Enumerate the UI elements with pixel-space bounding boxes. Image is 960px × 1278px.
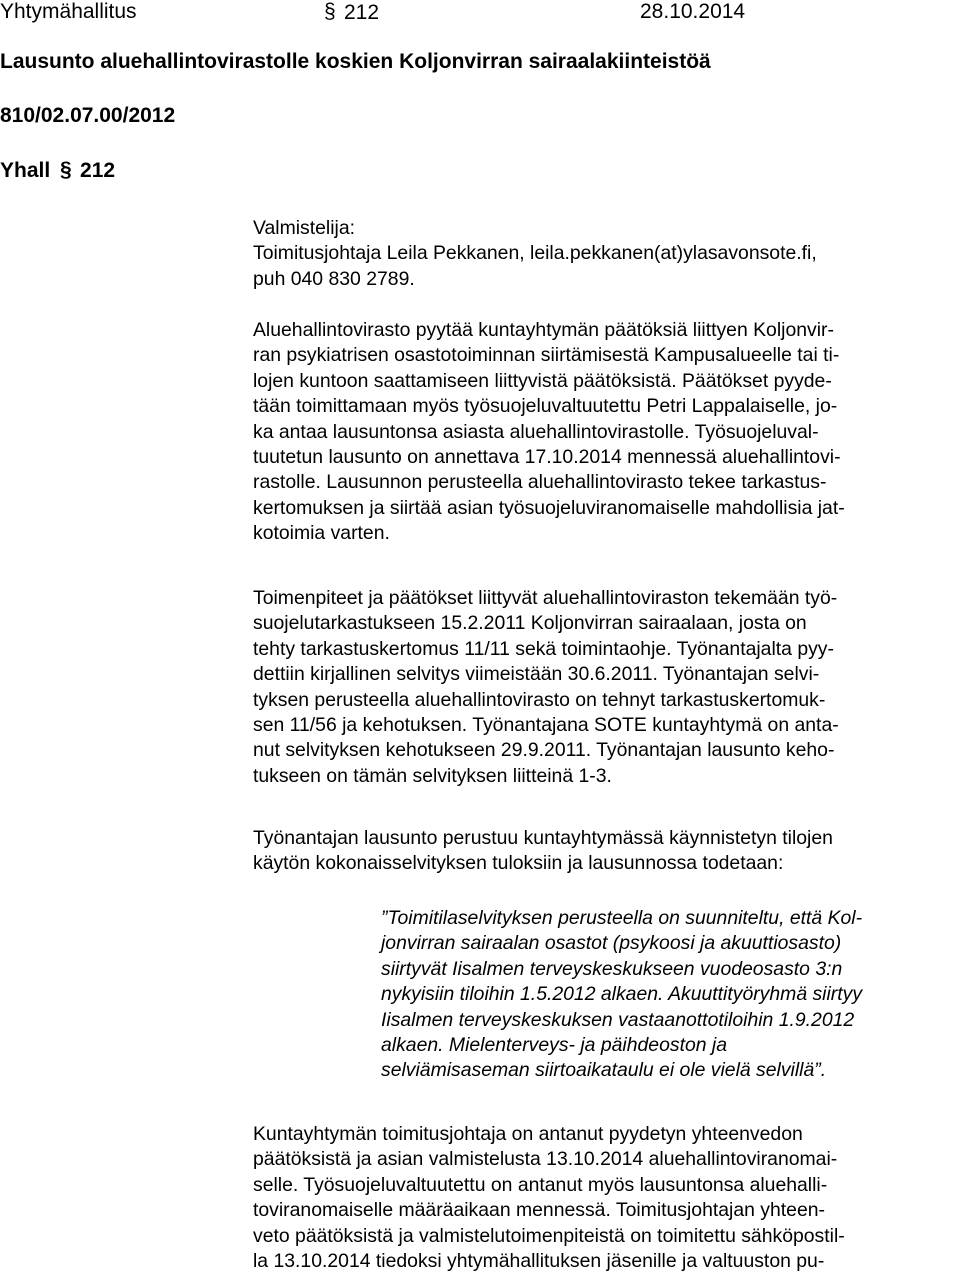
paragraph-line: tuutetun lausunto on annettava 17.10.2014 mennessä aluehallintovi- xyxy=(253,446,841,469)
paragraph-line: Kuntayhtymän toimitusjohtaja on antanut pyydetyn yhteenvedon xyxy=(253,1123,803,1145)
preparer-line: Toimitusjohtaja Leila Pekkanen, leila.pekkanen(at)ylasavonsote.fi, xyxy=(253,242,817,265)
preparer-line: puh 040 830 2789. xyxy=(253,267,415,290)
quote-line: nykyisiin tiloihin 1.5.2012 alkaen. Akuuttityöryhmä siirtyy xyxy=(381,983,863,1006)
paragraph-line: tään toimittamaan myös työsuojeluvaltuutettu Petri Lappalaiselle, jo- xyxy=(253,395,838,418)
paragraph-line: la 13.10.2014 tiedoksi yhtymähallituksen jäsenille ja valtuuston pu- xyxy=(253,1250,825,1273)
paragraph-line: ka antaa lausuntonsa asiasta aluehallintovirastolle. Työsuojeluval- xyxy=(253,420,819,443)
svg-text:§: § xyxy=(324,0,336,22)
svg-text:§: § xyxy=(60,158,72,180)
organization-name: Yhtymähallitus xyxy=(0,0,137,23)
paragraph-2 xyxy=(253,586,960,789)
paragraph-1 xyxy=(253,318,960,547)
quote-line: alkaen. Mielenterveys- ja päihdeoston ja xyxy=(381,1034,728,1057)
paragraph-line: ran psykiatrisen osastotoiminnan siirtämisestä Kampusalueelle tai ti- xyxy=(253,344,840,367)
quoted-statement xyxy=(381,906,862,1084)
paragraph-line: toviranomaiselle määräaikaan mennessä. Toimitusjohtajan yhteen- xyxy=(253,1199,825,1222)
quote-line: ”Toimitilaselvityksen perusteella on suunniteltu, että Kol- xyxy=(381,907,863,929)
section-sign-icon xyxy=(324,0,338,22)
quote-line: siirtyvät Iisalmen terveyskeskukseen vuodeosasto 3:n xyxy=(381,957,843,980)
header-section xyxy=(324,0,379,25)
paragraph-line: Aluehallintovirasto pyytää kuntayhtymän päätöksiä liittyen Koljonvir- xyxy=(253,319,834,341)
paragraph-line: lojen kuntoon saattamiseen liittyvistä päätöksistä. Päätökset pyyde- xyxy=(253,369,832,392)
paragraph-line: rastolle. Lausunnon perusteella aluehallintovirasto tekee tarkastus- xyxy=(253,471,827,494)
final-paragraph xyxy=(253,1122,960,1274)
paragraph-line: dettiin kirjallinen selvitys viimeistään 30.6.2011. Työnantajan selvi- xyxy=(253,663,820,686)
paragraph-line: kotoimia varten. xyxy=(253,522,390,545)
paragraph-line: suojelutarkastukseen 15.2.2011 Koljonvirran sairaalaan, josta on xyxy=(253,612,807,635)
section-sign-icon xyxy=(60,158,74,180)
paragraph-line: tukseen on tämän selvityksen liitteinä 1-3. xyxy=(253,764,612,787)
paragraph-line: kertomuksen ja siirtää asian työsuojeluviranomaiselle mahdollisia jat- xyxy=(253,496,845,519)
paragraph-line: tyksen perusteella aluehallintovirasto on tehnyt tarkastuskertomuk- xyxy=(253,688,826,711)
meeting-section xyxy=(0,158,115,183)
paragraph-line: Toimenpiteet ja päätökset liittyvät aluehallintoviraston tekemään työ- xyxy=(253,587,838,609)
paragraph-line: selle. Työsuojeluvaltuutettu on antanut myös lausuntonsa aluehalli- xyxy=(253,1173,828,1196)
document-title: Lausunto aluehallintovirastolle koskien Koljonvirran sairaalakiinteistöä xyxy=(0,50,711,73)
paragraph-line: käytön kokonaisselvityksen tuloksiin ja lausunnossa todetaan: xyxy=(253,852,784,875)
quote-line: jonvirran sairaalan osastot (psykoosi ja akuuttiosasto) xyxy=(381,932,842,955)
meeting-label: Yhall xyxy=(0,159,51,182)
reference-number: 810/02.07.00/2012 xyxy=(0,104,176,127)
preparer-label: Valmistelija: xyxy=(253,217,356,239)
meeting-section-number: 212 xyxy=(80,159,116,182)
header-date: 28.10.2014 xyxy=(640,0,746,23)
paragraph-line: tehty tarkastuskertomus 11/11 sekä toimintaohje. Työnantajalta pyy- xyxy=(253,637,834,660)
paragraph-line: päätöksistä ja asian valmistelusta 13.10.2014 aluehallintoviranomai- xyxy=(253,1148,838,1171)
quote-line: Iisalmen terveyskeskuksen vastaanottotiloihin 1.9.2012 xyxy=(381,1008,855,1031)
header-section-number: 212 xyxy=(344,1,380,24)
preparer-block xyxy=(253,216,960,292)
paragraph-3 xyxy=(253,826,960,877)
paragraph-line: veto päätöksistä ja valmistelutoimenpiteistä on toimitettu sähköpostil- xyxy=(253,1224,845,1247)
paragraph-line: nut selvityksen kehotukseen 29.9.2011. Työnantajan lausunto keho- xyxy=(253,739,835,762)
paragraph-line: sen 11/56 ja kehotuksen. Työnantajana SOTE kuntayhtymä on anta- xyxy=(253,714,839,737)
paragraph-line: Työnantajan lausunto perustuu kuntayhtymässä käynnistetyn tilojen xyxy=(253,827,833,849)
quote-line: selviämisaseman siirtoaikataulu ei ole vielä selvillä”. xyxy=(381,1059,827,1082)
